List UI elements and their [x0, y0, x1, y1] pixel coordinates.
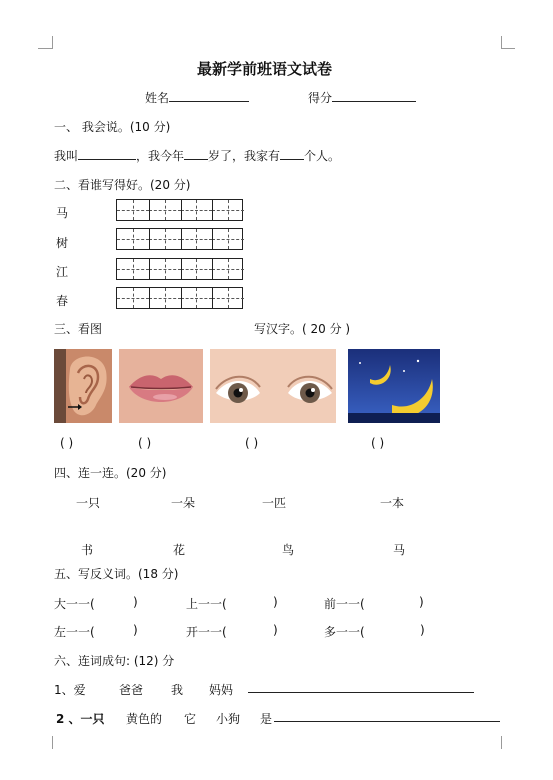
writing-grid-row	[116, 287, 243, 309]
sentence-2-word-3: 它	[184, 712, 197, 726]
answer-paren-3[interactable]: ( )	[245, 436, 259, 450]
writing-grid-cell[interactable]	[117, 229, 149, 249]
page-title: 最新学前班语文试卷	[197, 60, 333, 78]
corner-mark-tr-h	[501, 48, 515, 49]
section-3-heading-right: 写汉字。( 20 分 )	[254, 322, 351, 336]
corner-mark-tl-v	[52, 36, 53, 49]
antonym-1-prompt: 大一一(	[54, 597, 95, 611]
writing-grid-row	[116, 258, 243, 280]
s1-blank-age[interactable]	[184, 159, 208, 160]
writing-grid-cell[interactable]	[149, 229, 181, 249]
writing-grid-cell[interactable]	[212, 229, 244, 249]
match-bottom-1[interactable]: 书	[81, 543, 94, 557]
writing-grid-cell[interactable]	[212, 288, 244, 308]
s1-text-2: ，我今年	[136, 149, 185, 163]
answer-paren-2[interactable]: ( )	[138, 436, 152, 450]
s1-blank-name[interactable]	[78, 159, 136, 160]
char-label-2: 树	[56, 236, 69, 250]
corner-mark-tl-h	[38, 48, 52, 49]
lips-photo-icon	[119, 349, 203, 423]
s1-text-4: 个人。	[304, 149, 341, 163]
antonym-5-close[interactable]: )	[273, 623, 278, 637]
char-label-3: 江	[56, 265, 69, 279]
section-3-heading-left: 三、看图	[54, 322, 103, 336]
antonym-4-prompt: 左一一(	[54, 625, 95, 639]
match-top-3[interactable]: 一匹	[262, 496, 287, 510]
sentence-1-word-3: 我	[171, 683, 184, 697]
match-top-4[interactable]: 一本	[380, 496, 405, 510]
writing-grid-row	[116, 199, 243, 221]
antonym-4-close[interactable]: )	[133, 623, 138, 637]
sentence-2-word-4: 小狗	[216, 712, 241, 726]
corner-mark-br-v	[501, 736, 502, 749]
sentence-1-word-1: 1、爱	[54, 683, 86, 697]
writing-grid-row	[116, 228, 243, 250]
char-label-1: 马	[56, 206, 69, 220]
antonym-2-close[interactable]: )	[273, 595, 278, 609]
writing-grid-cell[interactable]	[117, 259, 149, 279]
sentence-1-answer-line[interactable]	[248, 692, 474, 693]
answer-paren-4[interactable]: ( )	[371, 436, 385, 450]
match-bottom-4[interactable]: 马	[393, 543, 406, 557]
antonym-3-close[interactable]: )	[419, 595, 424, 609]
sentence-2-word-5: 是	[260, 712, 273, 726]
sentence-2-answer-line[interactable]	[274, 721, 500, 722]
writing-grid-cell[interactable]	[149, 288, 181, 308]
match-top-1[interactable]: 一只	[76, 496, 101, 510]
corner-mark-tr-v	[501, 36, 502, 49]
writing-grid-cell[interactable]	[181, 200, 213, 220]
writing-grid-cell[interactable]	[212, 259, 244, 279]
sentence-2-word-2: 黄色的	[126, 712, 163, 726]
s1-text-3: 岁了，我家有	[208, 149, 281, 163]
writing-grid-cell[interactable]	[117, 288, 149, 308]
sentence-1-word-4: 妈妈	[209, 683, 234, 697]
score-blank[interactable]	[332, 101, 416, 102]
writing-grid-cell[interactable]	[149, 259, 181, 279]
score-label: 得分	[308, 91, 333, 105]
name-label: 姓名	[145, 91, 170, 105]
section-4-heading: 四、连一连。(20 分)	[54, 466, 167, 480]
writing-grid-cell[interactable]	[149, 200, 181, 220]
answer-paren-1[interactable]: ( )	[60, 436, 74, 450]
writing-grid-cell[interactable]	[181, 229, 213, 249]
ear-photo-icon	[54, 349, 112, 423]
name-field	[145, 89, 249, 106]
antonym-6-close[interactable]: )	[420, 623, 425, 637]
antonym-1-close[interactable]: )	[133, 595, 138, 609]
writing-grid-cell[interactable]	[117, 200, 149, 220]
sentence-1-word-2: 爸爸	[119, 683, 144, 697]
antonym-3-prompt: 前一一(	[324, 597, 365, 611]
name-blank[interactable]	[169, 101, 249, 102]
moon-photo-icon	[348, 349, 440, 423]
writing-grid-cell[interactable]	[212, 200, 244, 220]
antonym-6-prompt: 多一一(	[324, 625, 365, 639]
section-5-heading: 五、写反义词。(18 分)	[54, 567, 179, 581]
match-bottom-3[interactable]: 鸟	[282, 543, 295, 557]
section-2-heading: 二、看谁写得好。(20 分)	[54, 178, 191, 192]
corner-mark-bl-v	[52, 736, 53, 749]
char-label-4: 春	[56, 294, 69, 308]
section-1-heading: 一、 我会说。(10 分)	[54, 120, 171, 134]
eyes-photo-icon	[210, 349, 336, 423]
writing-grid-cell[interactable]	[181, 259, 213, 279]
score-field	[308, 89, 416, 106]
sentence-2-word-1: 2 、一只	[56, 712, 105, 726]
match-top-2[interactable]: 一朵	[171, 496, 196, 510]
match-bottom-2[interactable]: 花	[173, 543, 186, 557]
s1-blank-family[interactable]	[280, 159, 304, 160]
antonym-5-prompt: 开一一(	[186, 625, 227, 639]
section-6-heading: 六、连词成句: (12) 分	[54, 654, 175, 668]
section-1-line	[54, 147, 340, 164]
s1-text-1: 我叫	[54, 149, 79, 163]
antonym-2-prompt: 上一一(	[186, 597, 227, 611]
writing-grid-cell[interactable]	[181, 288, 213, 308]
